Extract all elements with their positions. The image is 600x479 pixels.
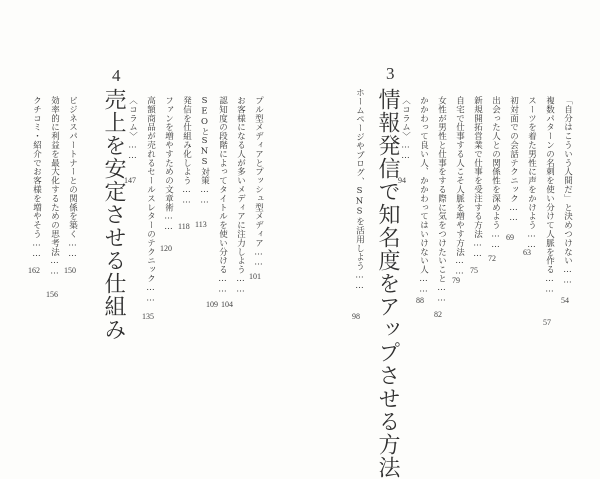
toc-page-number: 101 (249, 272, 261, 281)
toc-page-number: 72 (488, 254, 496, 263)
toc-page-number: 104 (221, 300, 233, 309)
toc-entry: SEOとSNS対策…… (199, 96, 210, 206)
toc-page-number: 120 (160, 244, 172, 253)
toc-entry: 自宅で仕事する人こそ人脈を増やす方法…… (454, 96, 465, 277)
toc-entry: 〈コラム〉…… (127, 96, 138, 162)
toc-entry: プル型メディアとプッシュ型メディア…… (253, 96, 264, 269)
toc-entry: 新規開拓営業で仕事を受注する方法…… (472, 96, 483, 260)
toc-page-number: 98 (352, 312, 360, 321)
toc-page-number: 69 (506, 233, 514, 242)
toc-entry: 〈コラム〉…… (400, 96, 411, 162)
toc-entry: 発信を仕組み化しよう…… (181, 96, 192, 206)
toc-entry: 「自分はこういう人間だ」と決めつけない…… (562, 96, 573, 286)
toc-page-number: 82 (434, 310, 442, 319)
toc-entry: ホームページやブログ、SNSを活用しよう…… (354, 88, 365, 292)
toc-entry: ファンを増やすための文章術…… (163, 96, 174, 233)
chapter-number: 4 (112, 66, 121, 85)
toc-entry: お客様になる人が多いメディアに注力しよう…… (235, 96, 246, 295)
toc-entry: 効率的に利益を最大化するための思考法…… (49, 96, 60, 277)
toc-page-number: 54 (561, 296, 569, 305)
toc-page-number: 63 (523, 248, 531, 257)
chapter-title: 売上を安定させる仕組み (101, 88, 126, 341)
toc-page-number: 147 (124, 176, 136, 185)
toc-page-number: 88 (416, 296, 424, 305)
toc-entry: 認知度の段階によってタイトルを使い分ける…… (217, 96, 228, 295)
toc-page-number: 113 (195, 220, 207, 229)
toc-page-number: 79 (452, 276, 460, 285)
toc-page-number: 162 (28, 266, 40, 275)
toc-entry: スーツを着た男性に声をかけよう…… (526, 96, 537, 251)
toc-entry: クチコミ・紹介でお客様を増やそう…… (31, 96, 42, 260)
toc-entry: ビジネスパートナーとの関係を築く…… (67, 96, 78, 260)
toc-page-number: 57 (543, 318, 551, 327)
toc-page-number: 156 (46, 290, 58, 299)
toc-page-number: 109 (206, 300, 218, 309)
toc-page-number: 118 (178, 222, 190, 231)
chapter-title: 情報発信で知名度をアップさせる方法 (375, 88, 400, 479)
toc-page-number: 135 (142, 312, 154, 321)
toc-entry: 女性が男性と仕事をする際に気をつけたいこと…… (436, 96, 447, 304)
toc-entry: 初対面での会話テクニック…… (508, 96, 519, 224)
toc-page-number: 150 (64, 266, 76, 275)
toc-entry: 複数パターンの名刺を使い分けて人脈を作る…… (544, 96, 555, 295)
chapter-number: 3 (386, 64, 395, 83)
toc-entry: かかわって良い人、かかわってはいけない人…… (418, 96, 429, 295)
toc-entry: 高額商品が売れるセールスレターのテクニック…… (145, 96, 156, 304)
toc-entry: 出会った人との関係性を深めよう…… (490, 96, 501, 251)
toc-page-number: 75 (470, 266, 478, 275)
toc-page-number: 94 (398, 176, 406, 185)
